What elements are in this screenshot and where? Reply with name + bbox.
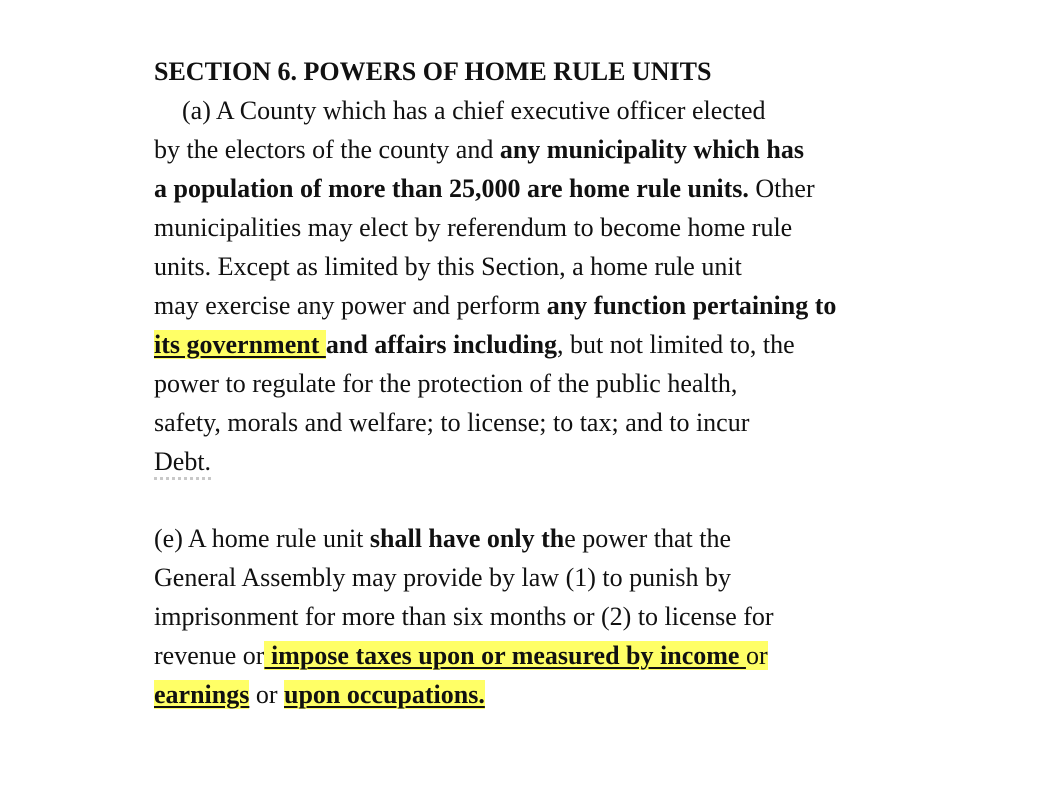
paragraph-a	[154, 91, 1034, 481]
document-body	[154, 52, 1034, 714]
para-e-line-3: imprisonment for more than six months or (2) to license for	[154, 602, 774, 631]
para-a-line-6	[154, 286, 1034, 325]
para-a-line-2-text: by the electors of the county and	[154, 135, 500, 164]
highlight-or: or	[745, 641, 768, 670]
para-e-line-4-text: revenue or	[154, 641, 265, 670]
highlight-its-government: its government	[154, 330, 326, 359]
para-a-line-5: units. Except as limited by this Section, a home rule unit	[154, 252, 742, 281]
para-a-line-2	[154, 130, 1034, 169]
paragraph-e	[154, 519, 1034, 714]
para-a-line-3-bold: a population of more than 25,000 are home rule units.	[154, 174, 749, 203]
para-a-line-2-bold: any municipality which has	[499, 135, 804, 164]
highlight-upon-occupations: upon occupations.	[284, 680, 485, 709]
para-e-line-1-text-a: (e) A home rule unit	[154, 524, 370, 553]
paragraph-gap	[154, 481, 1034, 519]
para-a-line-1: (a) A County which has a chief executive officer elected	[182, 96, 766, 125]
para-a-line-9: safety, morals and welfare; to license; to tax; and to incur	[154, 408, 750, 437]
para-a-line-10	[154, 442, 1034, 481]
highlight-impose-taxes: impose taxes upon or measured by income	[264, 641, 746, 670]
para-a-line-4: municipalities may elect by referendum to become home rule	[154, 213, 793, 242]
para-a-line-7-text: , but not limited to, the	[557, 330, 795, 359]
highlight-earnings: earnings	[154, 680, 250, 709]
para-e-line-1	[154, 519, 1034, 558]
para-a-line-6-text: may exercise any power and perform	[154, 291, 547, 320]
para-e-line-1-bold: shall have only th	[369, 524, 565, 553]
para-a-line-7	[154, 325, 1034, 364]
para-a-line-6-bold: any function pertaining to	[546, 291, 837, 320]
para-e-line-5	[154, 675, 1034, 714]
para-a-line-7-bold: and affairs including	[325, 330, 558, 359]
para-e-line-1-text-b: e power that the	[564, 524, 731, 553]
para-e-line-4	[154, 636, 1034, 675]
section-heading: SECTION 6. POWERS OF HOME RULE UNITS	[154, 57, 712, 86]
para-e-line-2: General Assembly may provide by law (1) to punish by	[154, 563, 731, 592]
para-a-line-8: power to regulate for the protection of the public health,	[154, 369, 738, 398]
para-a-line-3	[154, 169, 1034, 208]
debt-word: Debt.	[154, 447, 211, 480]
para-e-line-5-or: or	[249, 680, 285, 709]
para-a-line-3-text: Other	[748, 174, 815, 203]
